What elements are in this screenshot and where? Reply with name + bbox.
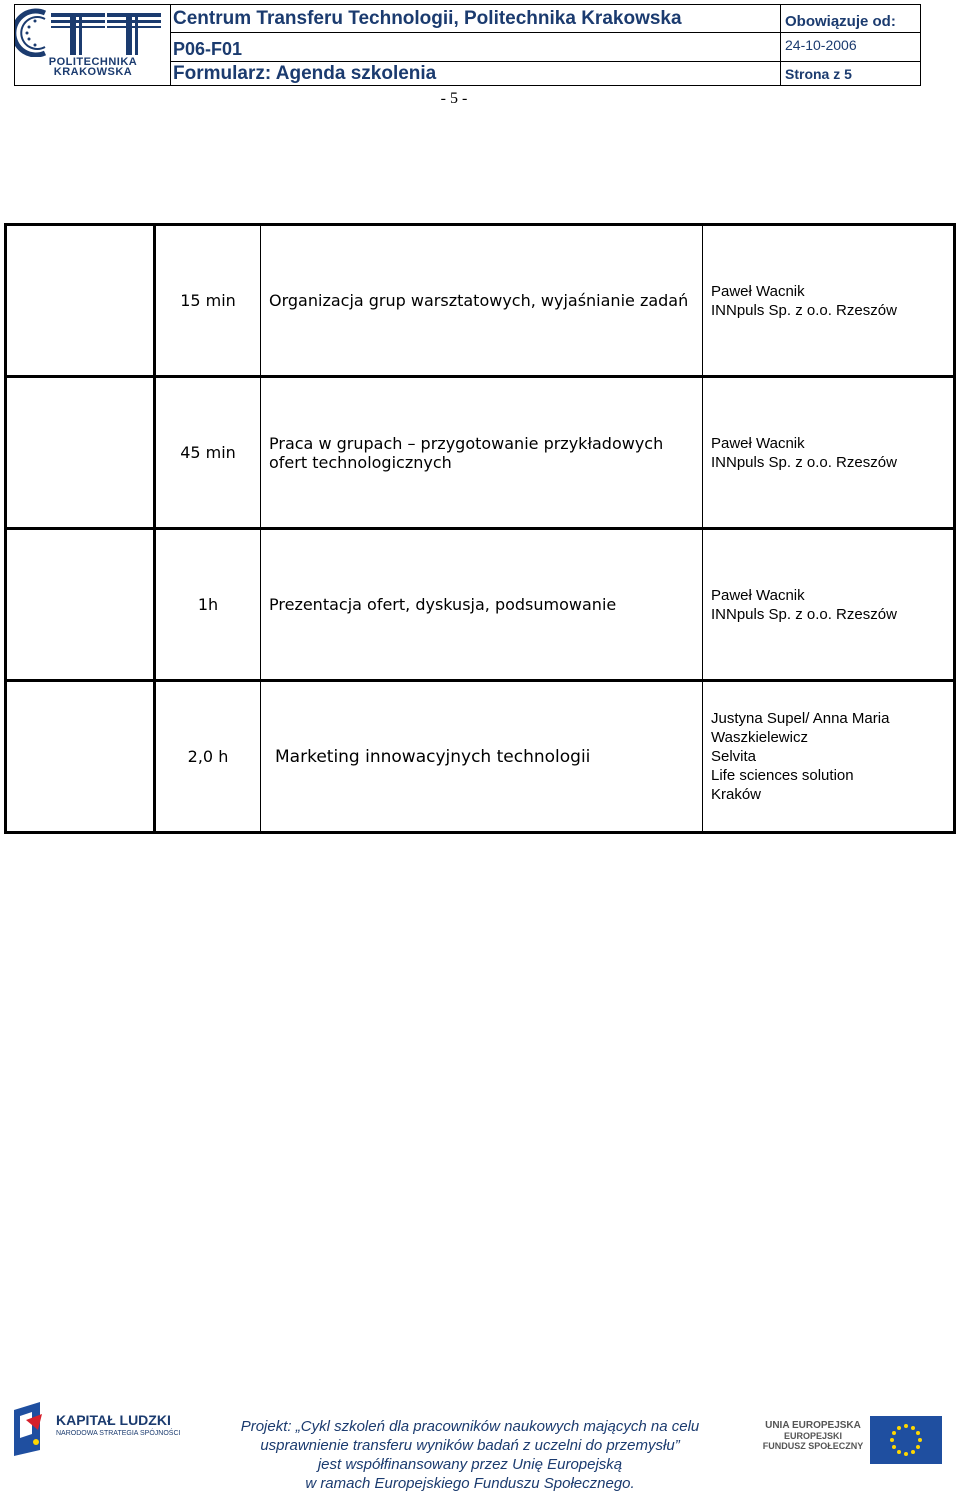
logo-text [23, 57, 163, 77]
topic-cell: Praca w grupach – przygotowanie przykładowych ofert technologicznych [261, 377, 703, 529]
table-row [6, 681, 955, 833]
kapital-ludzki-text [56, 1412, 180, 1437]
table-row [6, 529, 955, 681]
project-info [200, 1417, 740, 1493]
eu-line-2: EUROPEJSKI [783, 1431, 843, 1441]
agenda-table [4, 223, 956, 834]
speaker-cell [703, 529, 955, 681]
empty-cell [6, 681, 155, 833]
project-line: jest współfinansowany przez Unię Europejską [317, 1456, 623, 1473]
speaker-line: Paweł Wacnik [711, 282, 805, 300]
empty-cell [6, 529, 155, 681]
kl-title: KAPITAŁ LUDZKI [56, 1412, 171, 1428]
effective-label: Obowiązuje od: [785, 13, 896, 30]
time-cell: 2,0 h [155, 681, 261, 833]
speaker-line: Paweł Wacnik [711, 586, 805, 604]
eu-line-3: FUNDUSZ SPOŁECZNY [762, 1441, 864, 1451]
topic-cell: Prezentacja ofert, dyskusja, podsumowanie [261, 529, 703, 681]
logo-text-line-1: POLITECHNIKA [48, 56, 138, 68]
time-cell: 15 min [155, 225, 261, 377]
empty-cell [6, 377, 155, 529]
time-cell: 1h [155, 529, 261, 681]
speaker-line: INNpuls Sp. z o.o. Rzeszów [711, 605, 897, 623]
project-line: Projekt: „Cykl szkoleń dla pracowników naukowych mających na celu [240, 1418, 700, 1435]
speaker-cell [703, 225, 955, 377]
project-line: usprawnienie transferu wyników badań z uczelni do przemysłu” [260, 1437, 680, 1454]
eu-text [758, 1420, 868, 1451]
speaker-line: Waszkielewicz [711, 729, 808, 746]
form-title: Formularz: Agenda szkolenia [173, 62, 781, 85]
speaker-line: Paweł Wacnik [711, 434, 805, 452]
eu-logo [758, 1410, 948, 1470]
ctt-logo-mark [15, 5, 171, 57]
document-code: P06-F01 [173, 33, 781, 61]
topic-cell: Organizacja grup warsztatowych, wyjaśnianie zadań [261, 225, 703, 377]
speaker-line: Kraków [711, 786, 762, 803]
empty-cell [6, 225, 155, 377]
speaker-line: Selvita [711, 748, 757, 765]
header-row-3 [171, 62, 920, 85]
page-label: Strona z 5 [785, 66, 852, 82]
time-cell: 45 min [155, 377, 261, 529]
speaker-line: Justyna Supel/ Anna Maria [711, 710, 890, 727]
table-row [6, 225, 955, 377]
topic-cell: Marketing innowacyjnych technologii [261, 681, 703, 833]
header-row-1 [171, 5, 920, 33]
eu-flag-icon [870, 1416, 942, 1464]
ctt-logo [15, 5, 171, 85]
kl-subtitle: NARODOWA STRATEGIA SPÓJNOŚCI [56, 1430, 181, 1437]
kapital-ludzki-logo [12, 1400, 182, 1460]
header-row-2 [171, 33, 920, 62]
document-header [14, 4, 921, 86]
kapital-ludzki-icon [12, 1400, 48, 1456]
table-row [6, 377, 955, 529]
eu-line-1: UNIA EUROPEJSKA [765, 1420, 861, 1431]
footer [0, 1392, 960, 1493]
speaker-cell [703, 377, 955, 529]
logo-text-line-2: KRAKOWSKA [53, 66, 133, 78]
page-number: - 5 - [440, 90, 468, 107]
project-line: w ramach Europejskiego Funduszu Społecznego. [305, 1475, 635, 1492]
effective-date: 24-10-2006 [785, 37, 857, 53]
speaker-line: INNpuls Sp. z o.o. Rzeszów [711, 453, 897, 471]
speaker-line: Life sciences solution [711, 767, 854, 784]
speaker-line: INNpuls Sp. z o.o. Rzeszów [711, 301, 897, 319]
speaker-cell [703, 681, 955, 833]
organization-name: Centrum Transferu Technologii, Politechnika Krakowska [173, 5, 781, 32]
